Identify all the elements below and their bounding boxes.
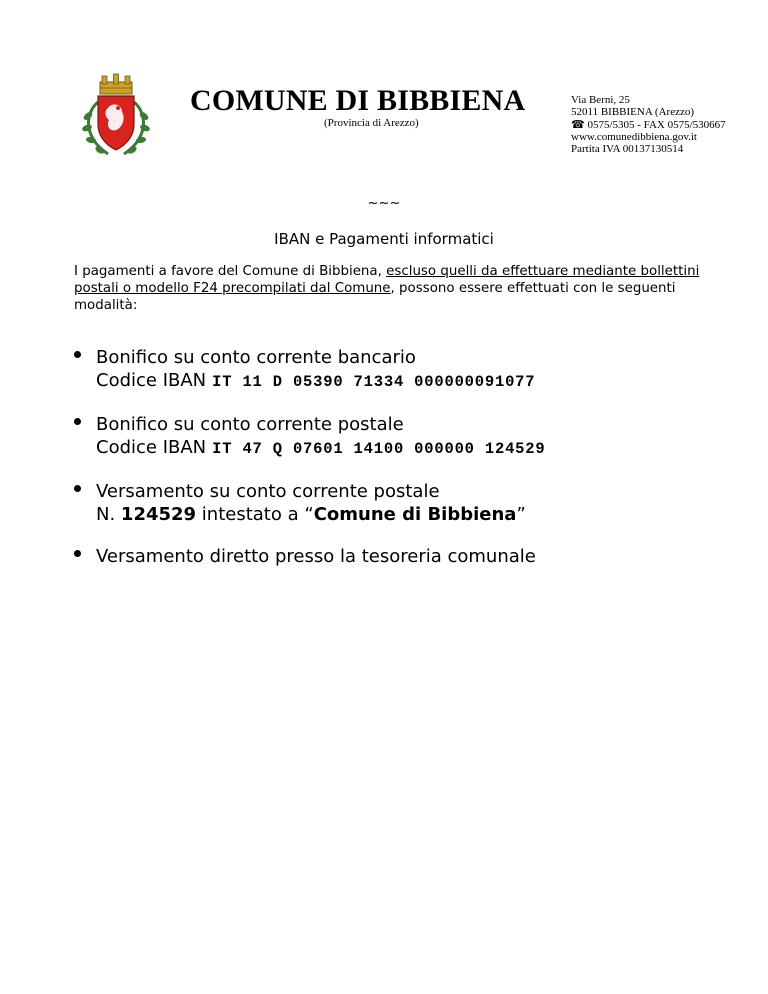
payment-methods-list: [74, 346, 724, 587]
iban-line: [96, 436, 724, 461]
address-website: www.comunedibbiena.gov.it: [571, 130, 697, 143]
address-street: Via Berni, 25: [571, 94, 630, 106]
province-subtitle: (Provincia di Arezzo): [324, 117, 419, 129]
intro-text-end: , possono essere effettuati con le seguenti modalità:: [74, 281, 676, 313]
address-city: 52011 BIBBIENA (Arezzo): [571, 106, 695, 119]
intro-paragraph: [74, 263, 714, 314]
item-title: Versamento su conto corrente postale: [96, 481, 440, 502]
account-number: 124529: [120, 504, 197, 525]
address-vat: Partita IVA 00137130514: [571, 143, 684, 156]
intro-underlined-text: escluso quelli da effettuare mediante bollettini postali o modello F24 precompilati dal Comune: [74, 264, 700, 296]
iban-line: [96, 369, 724, 394]
list-item: [74, 346, 724, 394]
section-heading: IBAN e Pagamenti informatici: [274, 230, 494, 248]
list-item: [74, 545, 724, 568]
bullet-icon: [74, 485, 81, 492]
address-phone: ☎ 0575/5305 - FAX 0575/530667: [571, 118, 726, 131]
bullet-icon: [74, 418, 81, 425]
item-title: Bonifico su conto corrente bancario: [96, 347, 416, 368]
item-title: Bonifico su conto corrente postale: [96, 414, 404, 435]
bullet-icon: [74, 351, 81, 358]
iban-label: Codice IBAN: [96, 437, 207, 458]
account-prefix: N.: [96, 504, 121, 525]
account-holder: Comune di Bibbiena: [313, 504, 517, 525]
iban-code: IT 47 Q 07601 14100 000000 124529: [212, 440, 546, 458]
coat-of-arms-icon: [78, 72, 154, 160]
account-suffix: ”: [516, 504, 526, 525]
intro-text-start: I pagamenti a favore del Comune di Bibbiena,: [74, 264, 387, 279]
bullet-icon: [74, 550, 81, 557]
account-middle: intestato a “: [196, 504, 314, 525]
address-block: [571, 94, 726, 155]
iban-code: IT 11 D 05390 71334 000000091077: [212, 373, 536, 391]
list-item: [74, 480, 724, 526]
list-item: [74, 413, 724, 461]
item-title: Versamento diretto presso la tesoreria comunale: [96, 546, 536, 567]
account-line: [96, 503, 724, 526]
separator: ~~~: [367, 196, 401, 211]
iban-label: Codice IBAN: [96, 370, 207, 391]
page-title: COMUNE DI BIBBIENA: [190, 84, 526, 117]
